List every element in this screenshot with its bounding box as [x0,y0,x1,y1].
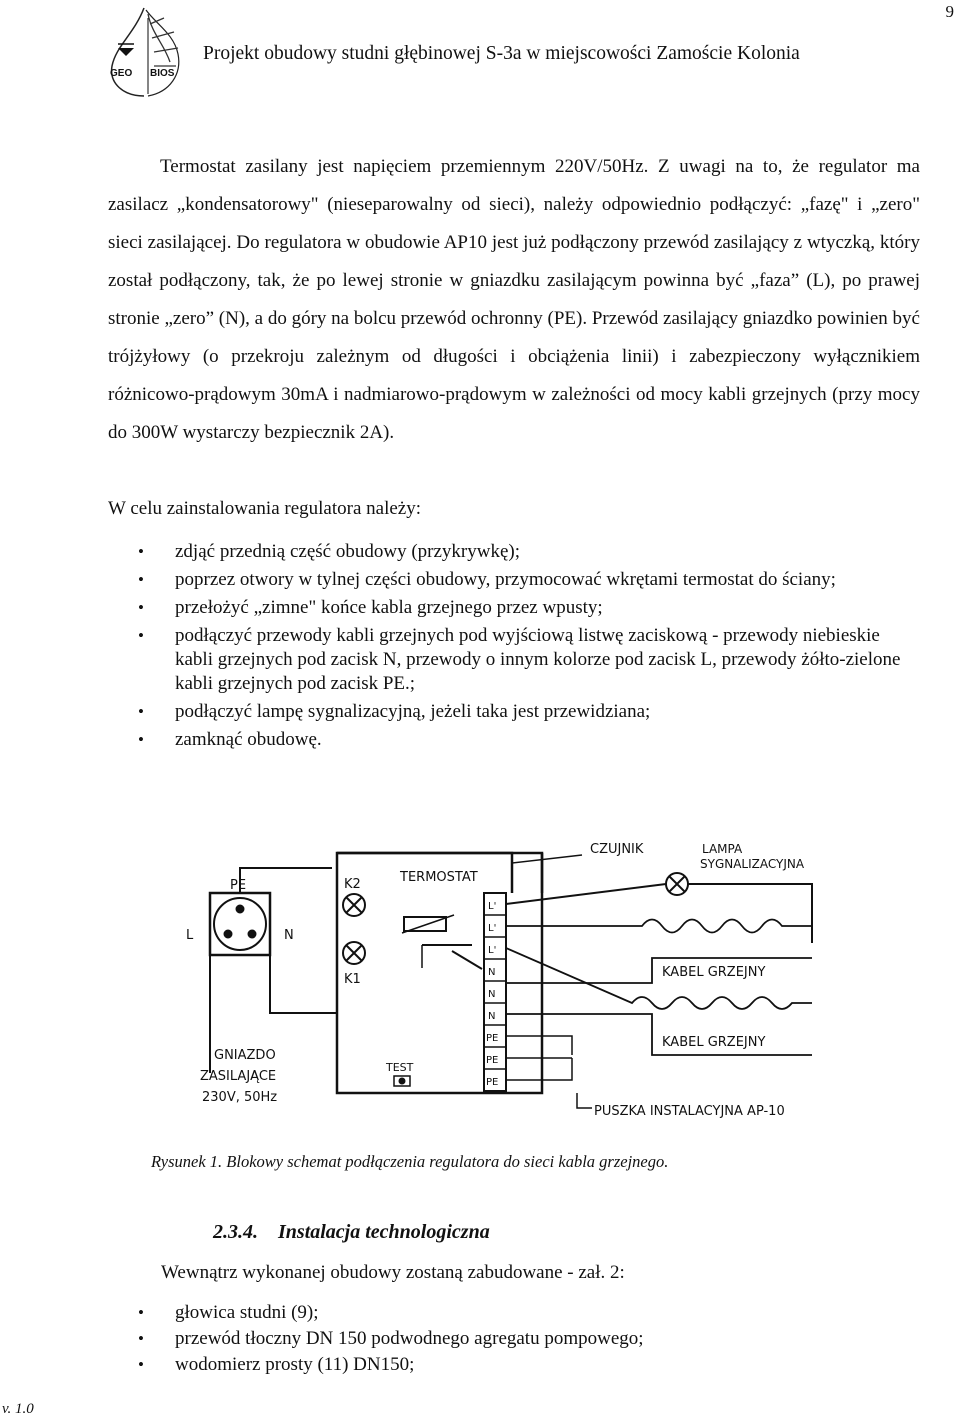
version-label: v. 1.0 [2,1401,34,1417]
list-item: • zamknąć obudowę. [138,729,322,750]
terminal-label: N [488,967,496,978]
label-k1: K1 [344,972,361,987]
label-n: N [284,928,294,943]
label-230v: 230V, 50Hz [202,1090,278,1105]
terminal-label: N [488,1011,496,1022]
label-pe: PE [230,878,247,893]
section-number: 2.3.4. [213,1221,258,1243]
intro-paragraph: Termostat zasilany jest napięciem przemiennym 220V/50Hz. Z uwagi na to, że regulator ma zasilacz „kondensatorowy" (nieseparowalny od sieci), należy odpowiednio podłączyć: „fazę" i „zero" sieci zasilającej. Do regulatora w obudowie AP10 jest już podłączony przewód zasilający z wtyczką, który został podłączony, tak, że po lewej stronie w gniazdku zasilającym powinna być „faza” (L), po prawej stronie „zero” (N), a do góry na bolcu przewód ochronny (PE). Przewód zasilający gniazdko powinien być trójżyłowy (o przekroju zależnym od długości i obciążenia linii) i zabezpieczony wyłącznikiem różnicowo-prądowym 30mA i nadmiarowo-prądowym w zależności od mocy kabli grzejnych (przy mocy do 300W wystarczy bezpiecznik 2A). [108,156,920,443]
label-l: L [186,928,194,943]
page-number: 9 [945,2,954,21]
terminal-label: PE [486,1077,499,1088]
label-test: TEST [386,1061,414,1074]
terminal-label: L' [488,923,497,934]
terminal-label: N [488,989,496,1000]
list-item: • przewód tłoczny DN 150 podwodnego agregatu pompowego; [138,1328,644,1349]
terminal-label: L' [488,945,497,956]
list-item: • przełożyć „zimne" końce kabla grzejnego przez wpusty; [138,597,603,618]
figure-caption: Rysunek 1. Blokowy schemat podłączenia regulatora do sieci kabla grzejnego. [151,1152,669,1171]
label-puszka: PUSZKA INSTALACYJNA AP-10 [594,1104,785,1119]
terminal-label: L' [488,901,497,912]
list-item: • podłączyć lampę sygnalizacyjną, jeżeli taka jest przewidziana; [138,701,651,722]
logo-text-bios: BIOS [150,68,175,79]
list-item: • głowica studni (9); [138,1302,319,1323]
list-item: • poprzez otwory w tylnej części obudowy, przymocować wkrętami termostat do ściany; [138,569,836,590]
install-lead: W celu zainstalowania regulatora należy: [108,498,421,519]
list-item: • podłączyć przewody kabli grzejnych pod wyjściową listwę zaciskową - przewody niebieskie kabli grzejnych pod zacisk N, przewody o innym kolorze pod zacisk L, przewody żółto-zielone kabli grzejnych pod zacisk PE.; [138,625,901,694]
label-kabel-grzejny-1: KABEL GRZEJNY [662,965,766,980]
logo-text-geo: GEO [110,68,133,79]
label-sygnalizacyjna: SYGNALIZACYJNA [700,857,805,871]
label-zasilajace: ZASILAJĄCE [200,1069,277,1084]
terminal-label: PE [486,1055,499,1066]
label-czujnik: CZUJNIK [590,842,644,857]
section-intro: Wewnątrz wykonanej obudowy zostaną zabudowane - zał. 2: [161,1262,625,1283]
company-logo [104,4,186,100]
wiring-diagram [172,833,872,1133]
label-termostat: TERMOSTAT [400,870,478,885]
list-item: • zdjąć przednią część obudowy (przykrywkę); [138,541,521,562]
section-title: Instalacja technologiczna [278,1221,490,1243]
install-steps-list [108,540,920,756]
terminal-label: PE [486,1033,499,1044]
section-heading [213,1221,490,1244]
label-gniazdo: GNIAZDO [214,1048,276,1063]
header-title: Projekt obudowy studni głębinowej S-3a w miejscowości Zamoście Kolonia [203,43,800,64]
equipment-list [108,1300,920,1378]
label-kabel-grzejny-2: KABEL GRZEJNY [662,1035,766,1050]
label-lampa: LAMPA [702,842,743,856]
list-item: • wodomierz prosty (11) DN150; [138,1354,415,1375]
label-k2: K2 [344,877,361,892]
